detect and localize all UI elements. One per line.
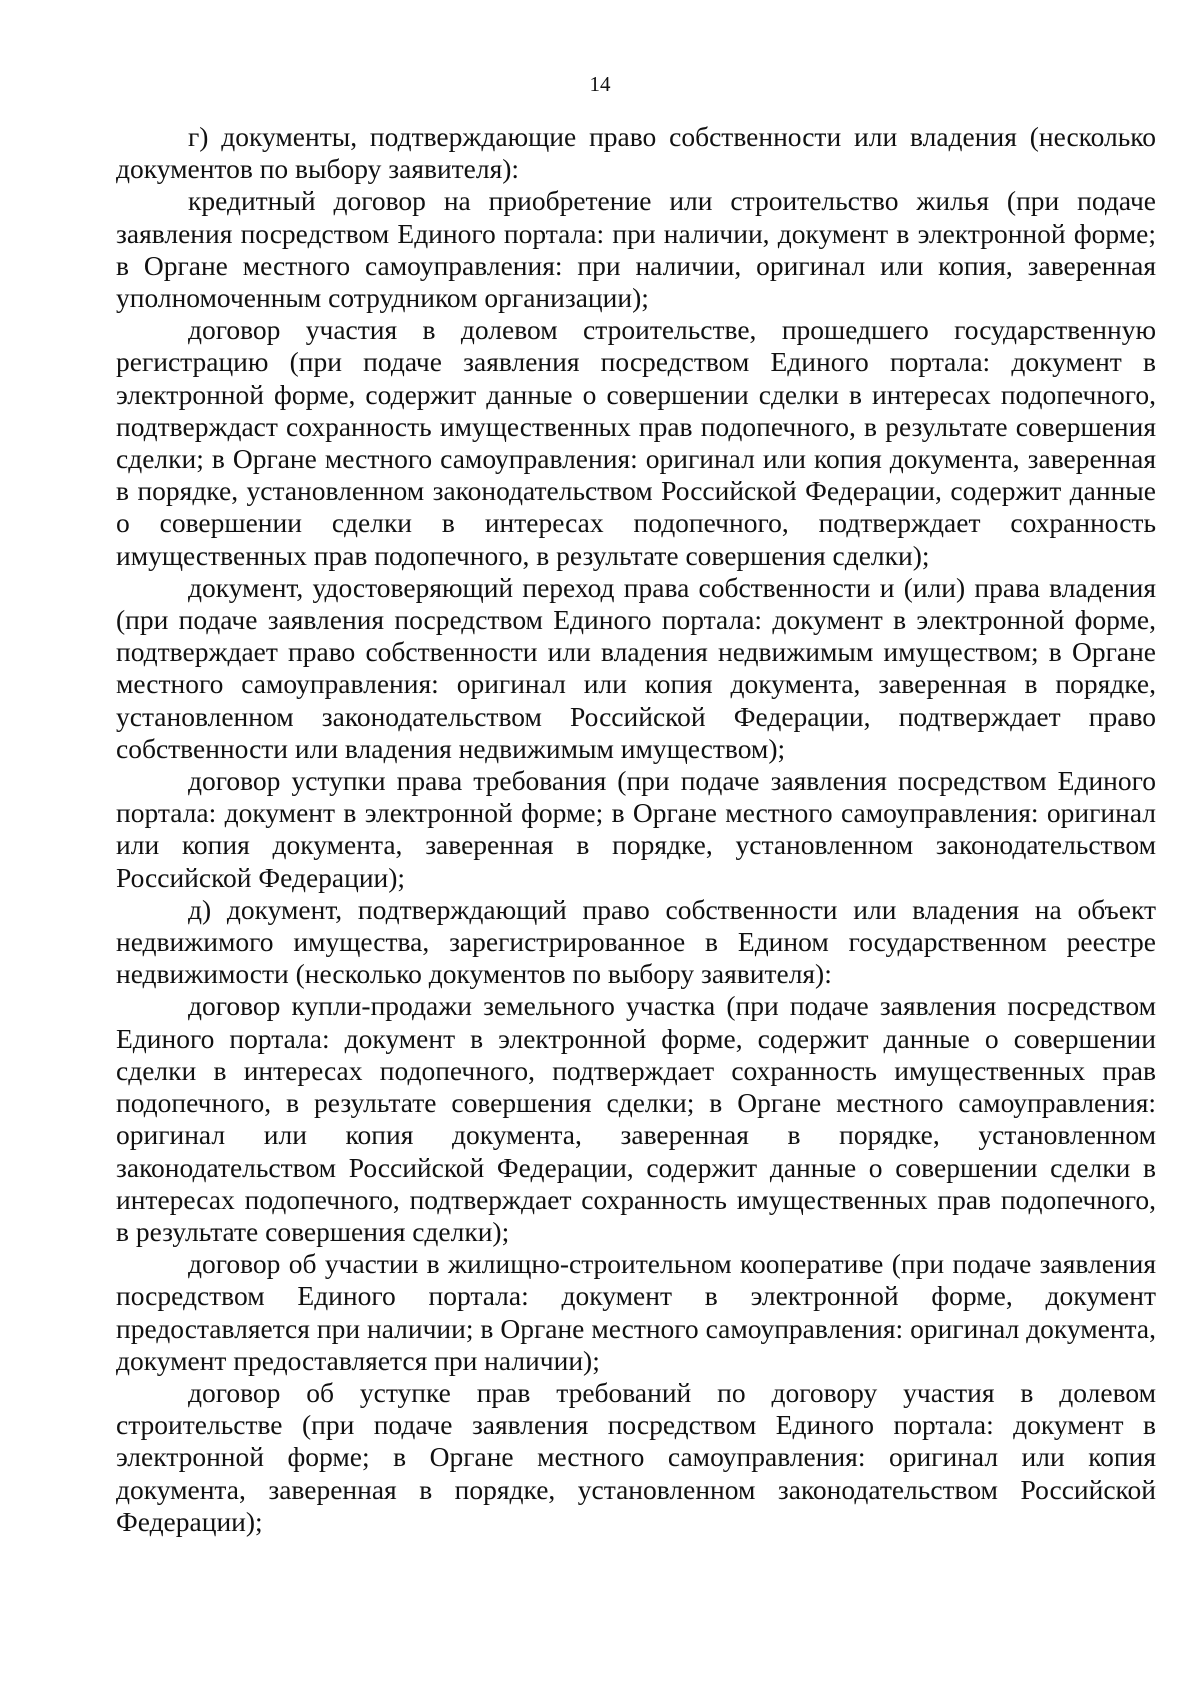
paragraph-item-d: д) документ, подтверждающий право собственности или владения на объект недвижимого имущества, зарегистрированное в Едином государственном реестре недвижимости (несколько документов по выбору заявителя): (116, 893, 1156, 990)
paragraph-claim-assignment: договор уступки права требования (при подаче заявления посредством Единого портала: документ в электронной форме; в Органе местного самоуправления: оригинал или копия документа, заверенная в порядке, установленном законодательством Российской Федерации); (116, 765, 1156, 893)
paragraph-shared-construction: договор участия в долевом строительстве, прошедшего государственную регистрацию (при подаче заявления посредством Единого портала: документ в электронной форме, содержит данные о совершении сделки в интересах подопечного, подтверждаст сохранность имущественных прав подопечного, в результате совершения сделки; в Органе местного самоуправления: оригинал или копия документа, заверенная в порядке, установленном законодательством Российской Федерации, содержит данные о совершении сделки в интересах подопечного, подтверждает сохранность имущественных прав подопечного, в результате совершения сделки); (116, 314, 1156, 571)
paragraph-rights-assignment: договор об уступке прав требований по договору участия в долевом строительстве (при подаче заявления посредством Единого портала: документ в электронной форме; в Органе местного самоуправления: оригинал или копия документа, заверенная в порядке, установленном законодательством Российской Федерации); (116, 1376, 1156, 1537)
paragraph-credit-agreement: кредитный договор на приобретение или строительство жилья (при подаче заявления посредством Единого портала: при наличии, документ в электронной форме; в Органе местного самоуправления: при наличии, оригинал или копия, заверенная уполномоченным сотрудником организации); (116, 185, 1156, 314)
paragraph-land-sale: договор купли-продажи земельного участка (при подаче заявления посредством Единого портала: документ в электронной форме, содержит данные о совершении сделки в интересах подопечного, подтверждает сохранность имущественных прав подопечного, в результате совершения сделки; в Органе местного самоуправления: оригинал или копия документа, заверенная в порядке, установленном законодательством Российской Федерации, содержит данные о совершении сделки в интересах подопечного, подтверждает сохранность имущественных прав подопечного, в результате совершения сделки); (116, 990, 1156, 1247)
page-number: 14 (589, 72, 611, 96)
document-body (116, 121, 1156, 1538)
paragraph-ownership-transfer: документ, удостоверяющий переход права собственности и (или) права владения (при подаче заявления посредством Единого портала: документ в электронной форме, подтверждает право собственности или владения недвижимым имуществом; в Органе местного самоуправления: оригинал или копия документа, заверенная в порядке, установленном законодательством Российской Федерации, подтверждает право собственности или владения недвижимым имуществом); (116, 571, 1156, 764)
paragraph-item-g: г) документы, подтверждающие право собственности или владения (несколько документов по выбору заявителя): (116, 121, 1156, 185)
paragraph-housing-cooperative: договор об участии в жилищно-строительном кооперативе (при подаче заявления посредством Единого портала: документ в электронной форме, документ предоставляется при наличии; в Органе местного самоуправления: оригинал документа, документ предоставляется при наличии); (116, 1248, 1156, 1376)
